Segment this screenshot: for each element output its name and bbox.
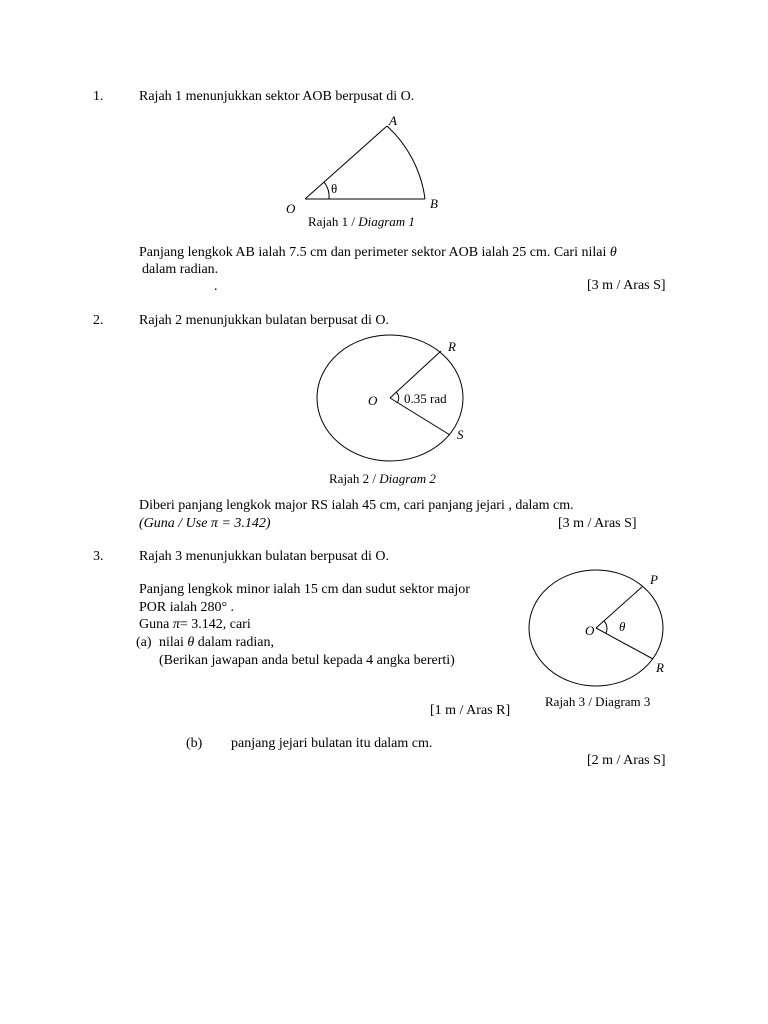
q3-intro: Rajah 3 menunjukkan bulatan berpusat di O. — [139, 549, 389, 564]
q1-intro: Rajah 1 menunjukkan sektor AOB berpusat di O. — [139, 89, 415, 104]
q3-part-a-label: (a) — [136, 635, 152, 650]
q3-number: 3. — [93, 549, 104, 564]
q1-dot: . — [214, 279, 218, 294]
q1-problem-text: Panjang lengkok AB ialah 7.5 cm dan perimeter sektor AOB ialah 25 cm. Cari nilai θ — [139, 245, 617, 260]
q3-caption: Rajah 3 / Diagram 3 — [545, 694, 651, 709]
q3-angle-theta: θ — [619, 619, 626, 634]
q3-part-b-marks: [2 m / Aras S] — [587, 753, 666, 768]
q3-circle-diagram — [520, 565, 680, 690]
q1-problem-text-2: dalam radian. — [142, 262, 219, 277]
q1-angle-arc — [324, 182, 329, 199]
q2-label-s: S — [457, 427, 464, 442]
q2-caption: Rajah 2 / Diagram 2 — [329, 471, 436, 486]
q3-angle-arc — [604, 621, 607, 633]
q3-part-a-note: (Berikan jawapan anda betul kepada 4 angka bererti) — [159, 653, 455, 668]
q2-angle-arc — [396, 392, 399, 403]
q2-marks: [3 m / Aras S] — [558, 516, 637, 531]
q2-label-r: R — [448, 339, 456, 354]
q3-part-a-marks: [1 m / Aras R] — [430, 703, 511, 718]
q3-label-p: P — [650, 572, 658, 587]
q1-label-b: B — [430, 196, 438, 211]
q3-line-2: POR ialah 280° . — [139, 600, 235, 615]
q1-sector-diagram — [280, 110, 450, 215]
q3-part-b-label: (b) — [186, 736, 203, 751]
q1-caption: Rajah 1 / Diagram 1 — [308, 214, 415, 229]
q2-intro: Rajah 2 menunjukkan bulatan berpusat di O. — [139, 313, 389, 328]
q1-radius-oa — [305, 126, 387, 199]
q3-part-a-text: nilai θ dalam radian, — [159, 635, 274, 650]
q3-label-r: R — [656, 660, 664, 675]
q1-arc-ab — [387, 126, 425, 199]
q1-angle-theta: θ — [331, 181, 338, 196]
q2-angle-label: 0.35 rad — [404, 391, 447, 406]
q2-problem-text: Diberi panjang lengkok major RS ialah 45 cm, cari panjang jejari , dalam cm. — [139, 498, 574, 513]
q2-number: 2. — [93, 313, 104, 328]
q1-label-a: A — [389, 113, 397, 128]
q3-line-1: Panjang lengkok minor ialah 15 cm dan sudut sektor major — [139, 582, 470, 597]
q2-label-o: O — [368, 393, 378, 408]
q1-number: 1. — [93, 89, 104, 104]
q3-guna: Guna π= 3.142, cari — [139, 617, 251, 632]
q1-label-o: O — [286, 201, 296, 216]
q3-part-b-text: panjang jejari bulatan itu dalam cm. — [231, 736, 433, 751]
q2-circle-diagram — [310, 328, 480, 468]
q1-marks: [3 m / Aras S] — [587, 278, 666, 293]
q3-label-o: O — [585, 623, 595, 638]
q2-use-pi: (Guna / Use π = 3.142) — [139, 516, 271, 531]
